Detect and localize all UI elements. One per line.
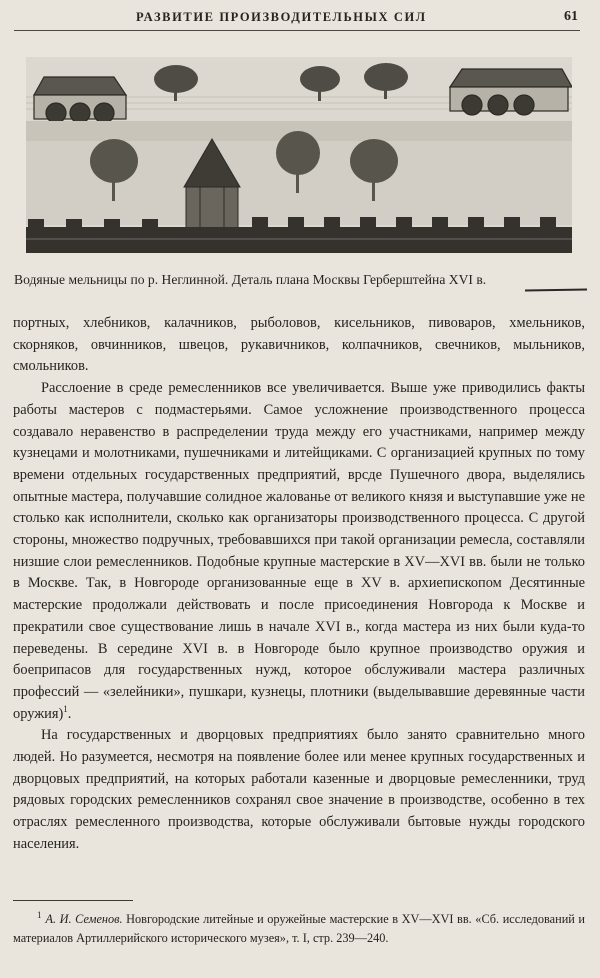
paragraph: На государственных и дворцовых предприятиях было занято сравнительно много людей. Но разумеется, несмотря на появление более или менее крупных государственных и дворцовых предприятий, на которых работали казенные и дворцовые ремесленники, труд рядовых городских ремесленников сохранял свое значение в производстве, особенно в тех отраслях ремесленного производства, которые обслуживали бытовые нужды городского населения. [13, 727, 585, 852]
paragraph-text: Расслоение в среде ремесленников все увеличивается. Выше уже приводились факты работы мастеров с подмастерьями. Самое усложнение производственного процесса создавало неравенство в распределении труда между его участниками, например между кузнецами и молотниками, пушечниками и литейщиками. С организацией крупных по тому времени отдельных государственных предприятий, врсде Пушечного двора, выделялись опытные мастера, получавшие солидное жалованье от великого князя и выступавшие уже не столько как исполнители, сколько как организаторы производственного процесса. С другой стороны, множество подручных, требовавшихся при такой организации ремесла, составляли низшие слои ремесленников. Подобные крупные мастерские в XV—XVI вв. были не только в Москве. Так, в Новгороде организованные еще в XV в. архиепископом Десятинные мастерские продолжали действовать и после присоединения Новгорода к Москве и прекратили свое существование лишь в начале XVI в., когда мастера из них были куда-то переведены. В середине XVI в. в Новгороде было крупное производство оружия и боеприпасов для государственных нужд, которое обслуживали мастера различных профессий — «зелейники», пушкари, кузнецы, плотники (выделывавшие деревянные части оружия) [13, 380, 585, 722]
running-title: РАЗВИТИЕ ПРОИЗВОДИТЕЛЬНЫХ СИЛ [136, 10, 427, 24]
figure-caption: Водяные мельницы по р. Неглинной. Деталь плана Москвы Герберштейна XVI в. [14, 272, 487, 287]
footnote-text: Новгородские литейные и оружейные мастерские в XV—XVI вв. «Сб. исследований и материалов Артиллерийского исторического музея», т. I, стр. 239—240. [13, 912, 586, 945]
page-number: 61 [564, 9, 578, 24]
page-header [14, 8, 580, 31]
illustration-watermills [26, 57, 572, 253]
footnote-number: 1 [37, 910, 42, 920]
footnote-author: А. И. Семенов. [45, 912, 123, 927]
footnote [13, 906, 585, 947]
footnote-reference: 1 [63, 703, 68, 714]
footnote-divider [13, 900, 133, 901]
main-text [13, 313, 585, 856]
paragraph: Расслоение в среде ремесленников все увеличивается. Выше уже приводились факты работы мастеров с подмастерьями. Самое усложнение производственного процесса создавало неравенство в распределении труда между его участниками, например между кузнецами и молотниками, пушечниками и литейщиками. С организацией крупных по тому времени отдельных государственных предприятий, врсде Пушечного двора, выделялись опытные мастера, получавшие солидное жалованье от великого князя и выступавшие уже не столько как исполнители, сколько как организаторы производственного процесса. С другой стороны, множество подручных, требовавшихся при такой организации ремесла, составляли низшие слои ремесленников. Подобные крупные мастерские в XV—XVI вв. были не только в Москве. Так, в Новгороде организованные еще в XV в. архиепископом Десятинные мастерские продолжали действовать и после присоединения Новгорода к Москве и прекратили свое существование лишь в начале XVI в., когда мастера из них были куда-то переведены. В середине XVI в. в Новгороде было крупное производство оружия и боеприпасов для государственных нужд, которое обслуживали мастера различных профессий — «зелейники», пушкари, кузнецы, плотники (выделывавшие деревянные части оружия)$^1$. [13, 380, 585, 722]
right-mill [450, 69, 572, 115]
left-mill [34, 77, 126, 123]
engraving-illustration [26, 57, 572, 253]
paragraph: портных, хлебников, калачников, рыболовов, кисельников, пивоваров, хмельников, скорняков, овчинников, швецов, рукавичников, колпачников, свечников, мыльников, смольников. [13, 315, 585, 375]
caption-pen-mark [525, 288, 587, 291]
